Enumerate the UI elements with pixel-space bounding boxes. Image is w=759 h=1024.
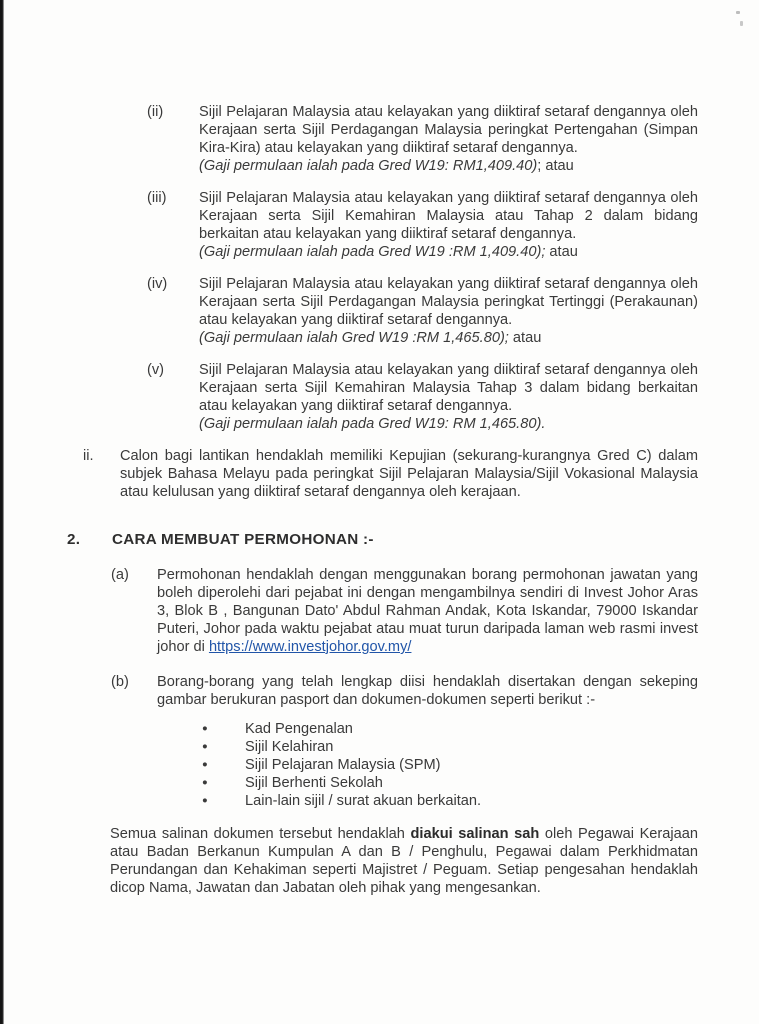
item-marker: (ii)	[147, 104, 164, 120]
salary-note-suffix: atau	[545, 244, 578, 260]
qualification-item-iii	[147, 189, 698, 261]
item-text: Sijil Pelajaran Malaysia atau kelayakan yang diiktiraf setaraf dengannya oleh Kerajaan serta Sijil Kemahiran Malaysia atau Tahap 2 dalam bidang berkaitan atau kelayakan yang diiktiraf setaraf dengannya.	[199, 190, 698, 242]
salary-note-line	[199, 329, 698, 347]
salary-note: (Gaji permulaan ialah pada Gred W19: RM 1,465.80).	[199, 416, 546, 432]
item-marker: (iii)	[147, 190, 167, 206]
qualification-item-ii	[147, 103, 698, 175]
invest-johor-link[interactable]: https://www.investjohor.gov.my/	[208, 639, 412, 655]
salary-note-line	[199, 415, 698, 433]
salary-note-line	[199, 243, 698, 261]
closing-text-before: Semua salinan dokumen tersebut hendaklah	[110, 826, 411, 842]
bullet-icon: ●	[202, 759, 208, 770]
bullet-icon: ●	[202, 777, 208, 788]
bullet-icon: ●	[202, 723, 208, 734]
section-2-heading	[67, 531, 698, 549]
bullet-icon: ●	[202, 741, 208, 752]
list-item-text: Sijil Berhenti Sekolah	[245, 775, 383, 791]
appointment-note-ii	[83, 447, 698, 501]
list-item	[202, 756, 698, 774]
list-item-text: Sijil Kelahiran	[245, 739, 334, 755]
salary-note-suffix: ; atau	[537, 158, 574, 174]
how-to-apply-item-b	[111, 673, 698, 709]
item-text: Sijil Pelajaran Malaysia atau kelayakan yang diiktiraf setaraf dengannya oleh Kerajaan serta Sijil Perdagangan Malaysia peringkat Tertinggi (Perakaunan) atau kelayakan yang diiktiraf setaraf dengannya.	[199, 276, 698, 328]
item-text: Borang-borang yang telah lengkap diisi hendaklah disertakan dengan sekeping gambar berukuran pasport dan dokumen-dokumen seperti berikut :-	[157, 674, 698, 708]
salary-note-line	[199, 157, 698, 175]
list-item-text: Kad Pengenalan	[245, 721, 353, 737]
list-item	[202, 792, 698, 810]
salary-note: (Gaji permulaan ialah pada Gred W19: RM1,409.40)	[199, 158, 538, 174]
section-number: 2.	[67, 531, 81, 548]
list-item	[202, 738, 698, 756]
closing-text-after: oleh Pegawai Kerajaan atau Badan Berkanun Kumpulan A dan B / Penghulu, Pegawai dalam Perkhidmatan Perundangan dan Kehakiman seperti Majistret / Peguam. Setiap pengesahan hendaklah dicop Nama, Jawatan dan Jabatan oleh pihak yang mengesankan.	[110, 826, 698, 896]
item-marker: (v)	[147, 362, 165, 378]
item-marker: (a)	[111, 567, 129, 583]
item-marker: ii.	[83, 448, 94, 464]
certification-paragraph	[110, 825, 698, 897]
list-item	[202, 720, 698, 738]
salary-note: (Gaji permulaan ialah Gred W19 :RM 1,465.80);	[199, 330, 509, 346]
how-to-apply-item-a	[111, 566, 698, 656]
section-title: CARA MEMBUAT PERMOHONAN :-	[112, 531, 374, 548]
required-documents-list	[202, 720, 698, 810]
salary-note-suffix: atau	[508, 330, 542, 346]
salary-note: (Gaji permulaan ialah pada Gred W19 :RM 1,409.40);	[199, 244, 546, 260]
item-text: Sijil Pelajaran Malaysia atau kelayakan yang diiktiraf setaraf dengannya oleh Kerajaan serta Sijil Perdagangan Malaysia peringkat Pertengahan (Simpan Kira-Kira) atau kelayakan yang diiktiraf setaraf dengannya.	[199, 104, 698, 156]
list-item-text: Lain-lain sijil / surat akuan berkaitan.	[245, 793, 482, 809]
list-item-text: Sijil Pelajaran Malaysia (SPM)	[245, 757, 441, 773]
item-text: Calon bagi lantikan hendaklah memiliki Kepujian (sekurang-kurangnya Gred C) dalam subjek Bahasa Melayu pada peringkat Sijil Pelajaran Malaysia/Sijil Vokasional Malaysia atau kelulusan yang diiktiraf setaraf dengannya oleh kerajaan.	[120, 448, 698, 500]
bullet-icon: ●	[202, 795, 208, 806]
item-marker: (b)	[111, 674, 129, 690]
qualification-item-v	[147, 361, 698, 433]
item-marker: (iv)	[147, 276, 168, 292]
list-item	[202, 774, 698, 792]
closing-text-bold: diakui salinan sah	[410, 826, 540, 842]
item-text: Permohonan hendaklah dengan menggunakan borang permohonan jawatan yang boleh diperolehi dari pejabat ini dengan mengambilnya sendiri di Invest Johor Aras 3, Blok B , Bangunan Dato' Abdul Rahman Andak, Kota Iskandar, 79000 Iskandar Puteri, Johor pada waktu pejabat atau muat turun daripada laman web rasmi invest johor di https://www.investjohor.gov.my/	[157, 567, 698, 655]
qualification-item-iv	[147, 275, 698, 347]
item-text: Sijil Pelajaran Malaysia atau kelayakan yang diiktiraf setaraf dengannya oleh Kerajaan serta Sijil Kemahiran Malaysia Tahap 3 dalam bidang berkaitan atau kelayakan yang diiktiraf setaraf dengannya.	[199, 362, 698, 414]
